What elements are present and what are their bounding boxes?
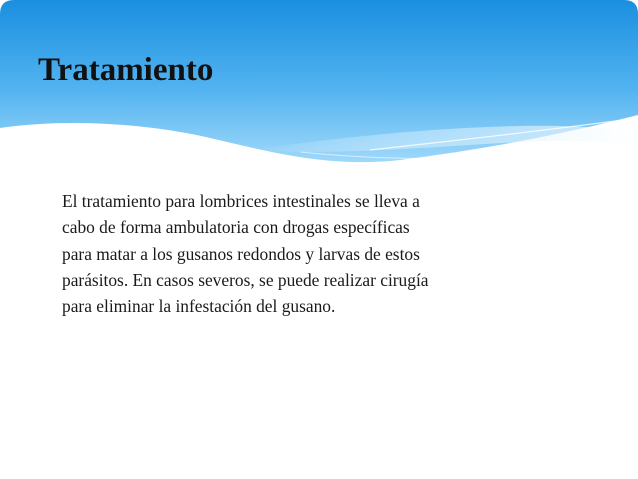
body-line: El tratamiento para lombrices intestinales se lleva a [62,191,420,211]
slide-title: Tratamiento [38,52,214,88]
body-line: para eliminar la infestación del gusano. [62,296,336,317]
body-line: parásitos. En casos severos, se puede realizar cirugía [62,269,429,290]
body-line: cabo de forma ambulatoria con drogas específicas [62,217,410,238]
slide-body-text [62,188,532,319]
body-line: para matar a los gusanos redondos y larvas de estos [62,243,420,264]
header-wave-band [0,0,638,190]
